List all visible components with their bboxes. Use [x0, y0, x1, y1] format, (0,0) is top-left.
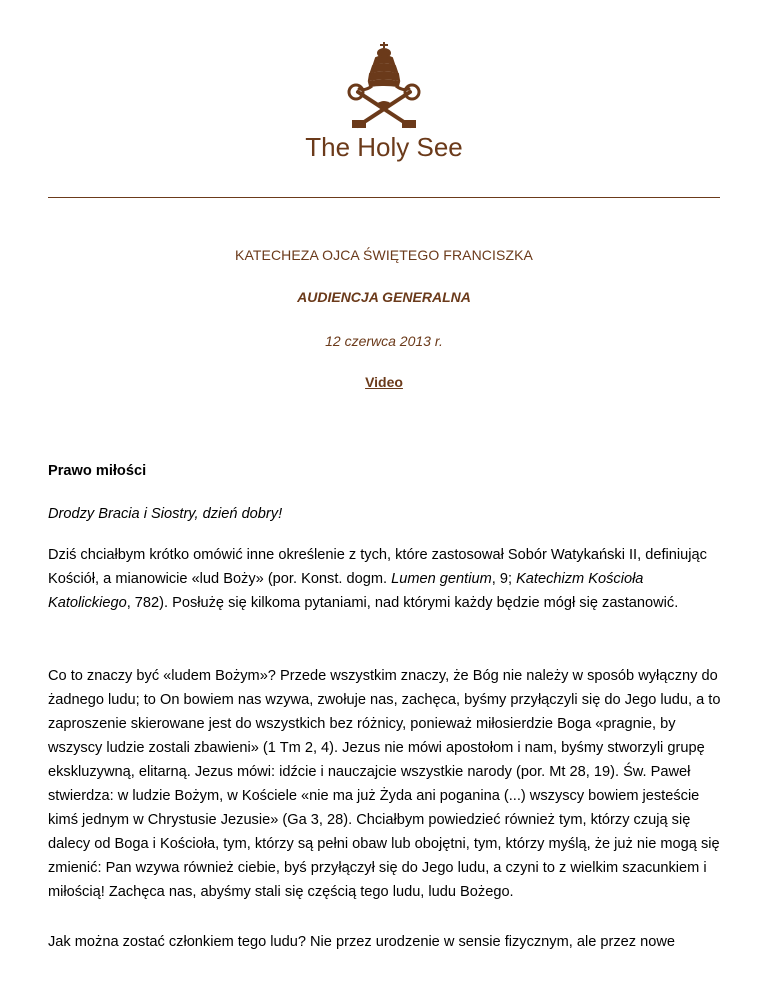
- paragraph-1-text-c: , 782). Posłużę się kilkoma pytaniami, nad którymi każdy będzie mógł się zastanowić.: [126, 595, 679, 611]
- document-heading: KATECHEZA OJCA ŚWIĘTEGO FRANCISZKA: [235, 247, 533, 263]
- paragraph-1-text-a: Dziś chciałbym krótko omówić inne określenie z tych, które zastosował Sobór Watykański II, definiując Kościół, a mianowicie «lud Boży» (por. Konst. dogm.: [48, 547, 707, 587]
- katechizm-title: Katechizm Kościoła Katolickiego: [48, 571, 644, 611]
- greeting: Drodzy Bracia i Siostry, dzień dobry!: [48, 506, 283, 522]
- paragraph-3: [48, 930, 728, 954]
- paragraph-2-text: Co to znaczy być «ludem Bożym»? Przede wszystkim znaczy, że Bóg nie należy w sposób wyłączny do żadnego ludu; to On bowiem nas wzywa, zwołuje nas, zachęca, byśmy przyłączyli się do Jego ludu, a to zaproszenie skierowane jest do wszystkich bez różnicy, ponieważ miłosierdzie Boga «pragnie, by wszyscy ludzie zostali zbawieni» (1 Tm 2, 4). Jezus nie mówi apostołom i nam, byśmy stworzyli grupę ekskluzywną, elitarną. Jezus mówi: idźcie i nauczajcie wszystkie narody (por. Mt 28, 19). Św. Paweł stwierdza: w ludzie Bożym, w Kościele «nie ma już Żyda ani poganina (...) wszyscy bowiem jesteście kimś jednym w Chrystusie Jezusie» (Ga 3, 28). Chciałbym powiedzieć również tym, którzy czują się dalecy od Boga i Kościoła, tym, którzy są pełni obaw lub obojętni, tym, którzy myślą, że już nie mogą się zmienić: Pan wzywa również ciebie, byś przyłączył się do Jego ludu, a czyni to z wielkim szacunkiem i miłością! Zachęca nas, abyśmy stali się częścią tego ludu, ludu Bożego.: [48, 668, 721, 900]
- section-title: Prawo miłości: [48, 463, 147, 479]
- video-link[interactable]: Video: [365, 374, 403, 390]
- site-title[interactable]: The Holy See: [305, 132, 463, 162]
- paragraph-1-text-b: , 9;: [491, 571, 517, 587]
- paragraph-3-text: Jak można zostać członkiem tego ludu? Nie przez urodzenie w sensie fizycznym, ale przez nowe: [48, 934, 676, 950]
- document-subheading: AUDIENCJA GENERALNA: [297, 289, 471, 305]
- lumen-gentium-title: Lumen gentium: [391, 571, 492, 587]
- paragraph-2: [48, 664, 728, 904]
- header-divider: [48, 197, 720, 198]
- document-date: 12 czerwca 2013 r.: [325, 333, 443, 349]
- papal-keys-tiara-emblem-icon: [336, 40, 432, 132]
- paragraph-1: [48, 543, 728, 615]
